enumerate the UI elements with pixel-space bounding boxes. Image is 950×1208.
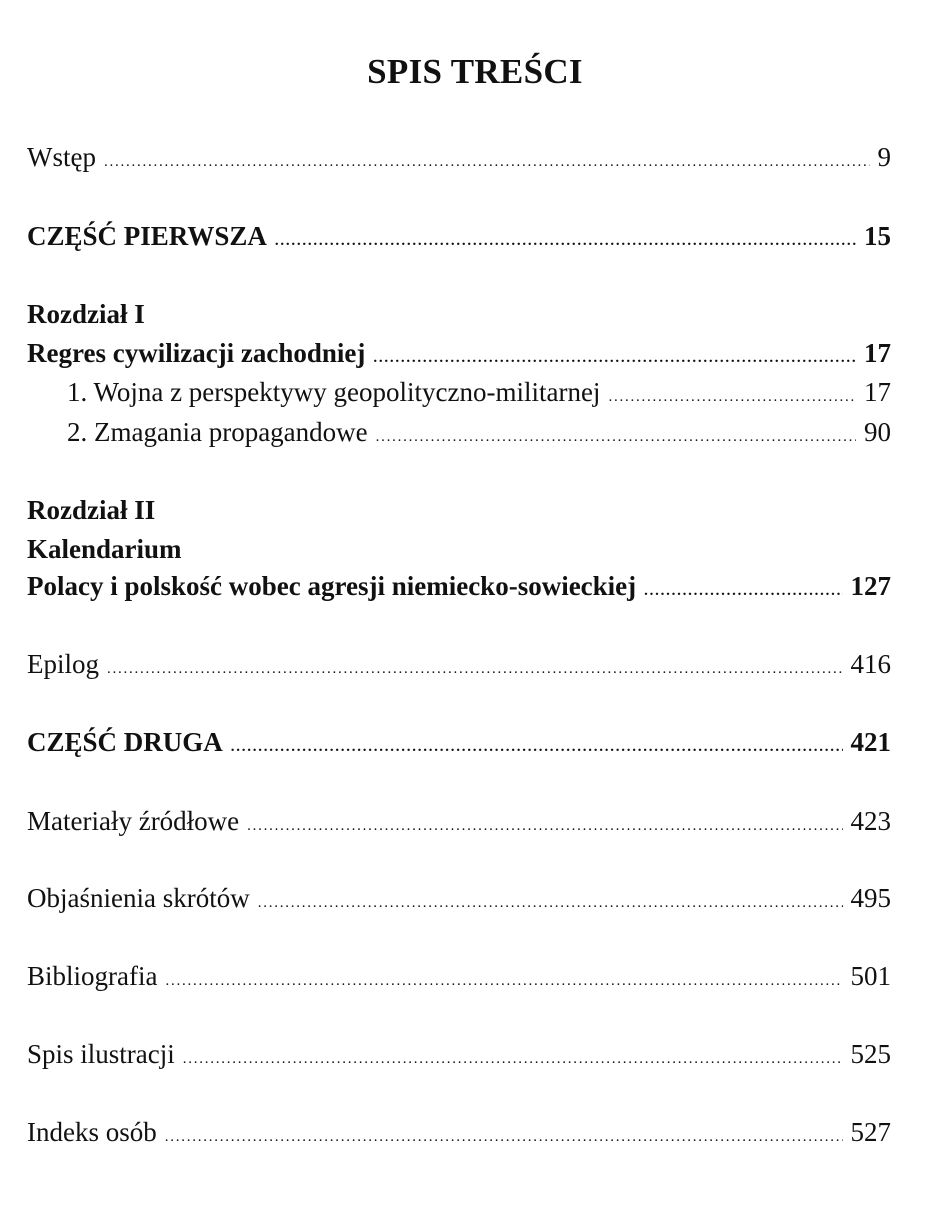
toc-entry-section-2[interactable] [67, 412, 891, 452]
toc-entry-rozdzial-1[interactable] [27, 333, 891, 373]
toc-entry-label: Epilog [27, 649, 99, 679]
toc-entry-bibliografia[interactable] [27, 956, 891, 996]
toc-entry-page: 525 [850, 1039, 891, 1069]
chapter-2-subheading: Kalendarium [27, 534, 182, 564]
toc-entry-label: Spis ilustracji [27, 1039, 175, 1069]
toc-entry-czesc-pierwsza[interactable] [27, 216, 891, 256]
toc-entry-label: Indeks osób [27, 1117, 157, 1147]
toc-entry-page: 527 [850, 1117, 891, 1147]
toc-entry-label: Polacy i polskość wobec agresji niemiecko-sowieckiej [27, 571, 637, 601]
dot-leader [376, 412, 856, 452]
dot-leader [247, 801, 842, 841]
dot-leader [258, 878, 843, 918]
toc-entry-page: 416 [850, 649, 891, 679]
dot-leader [165, 1112, 843, 1152]
toc-entry-label: CZĘŚĆ PIERWSZA [27, 221, 267, 251]
toc-entry-label: CZĘŚĆ DRUGA [27, 727, 223, 757]
dot-leader [608, 372, 856, 412]
toc-entry-section-1[interactable] [67, 372, 891, 412]
toc-entry-page: 15 [864, 221, 891, 251]
toc-entry-rozdzial-2[interactable] [27, 566, 891, 606]
dot-leader [165, 956, 842, 996]
dot-leader [104, 137, 870, 177]
dot-leader [231, 722, 843, 762]
toc-entry-materialy[interactable] [27, 801, 891, 841]
toc-entry-page: 9 [877, 142, 891, 172]
page-title: SPIS TREŚCI [367, 52, 583, 91]
toc-entry-label: Materiały źródłowe [27, 806, 240, 836]
toc-entry-objasnienia[interactable] [27, 878, 891, 918]
toc-entry-page: 17 [864, 377, 891, 407]
toc-entry-page: 127 [850, 571, 891, 601]
chapter-2-heading: Rozdział II [27, 495, 156, 525]
dot-leader [373, 333, 856, 373]
toc-entry-page: 495 [850, 883, 891, 913]
toc-entry-label: Bibliografia [27, 961, 158, 991]
toc-entry-page: 421 [850, 727, 891, 757]
toc-entry-epilog[interactable] [27, 644, 891, 684]
toc-entry-label: 2. Zmagania propagandowe [67, 417, 368, 447]
toc-entry-indeks[interactable] [27, 1112, 891, 1152]
chapter-1-heading: Rozdział I [27, 299, 145, 329]
toc-entry-spis-ilustracji[interactable] [27, 1034, 891, 1074]
dot-leader [107, 644, 843, 684]
toc-entry-page: 501 [850, 961, 891, 991]
toc-entry-page: 423 [850, 806, 891, 836]
toc-entry-label: Objaśnienia skrótów [27, 883, 250, 913]
toc-entry-page: 17 [864, 338, 891, 368]
toc-entry-label: Regres cywilizacji zachodniej [27, 338, 366, 368]
toc-entry-wstep[interactable] [27, 137, 891, 177]
toc-entry-label: Wstęp [27, 142, 96, 172]
dot-leader [275, 216, 856, 256]
toc-entry-czesc-druga[interactable] [27, 722, 891, 762]
dot-leader [644, 566, 842, 606]
dot-leader [183, 1034, 843, 1074]
toc-entry-label: 1. Wojna z perspektywy geopolityczno-militarnej [67, 377, 601, 407]
toc-entry-page: 90 [864, 417, 891, 447]
